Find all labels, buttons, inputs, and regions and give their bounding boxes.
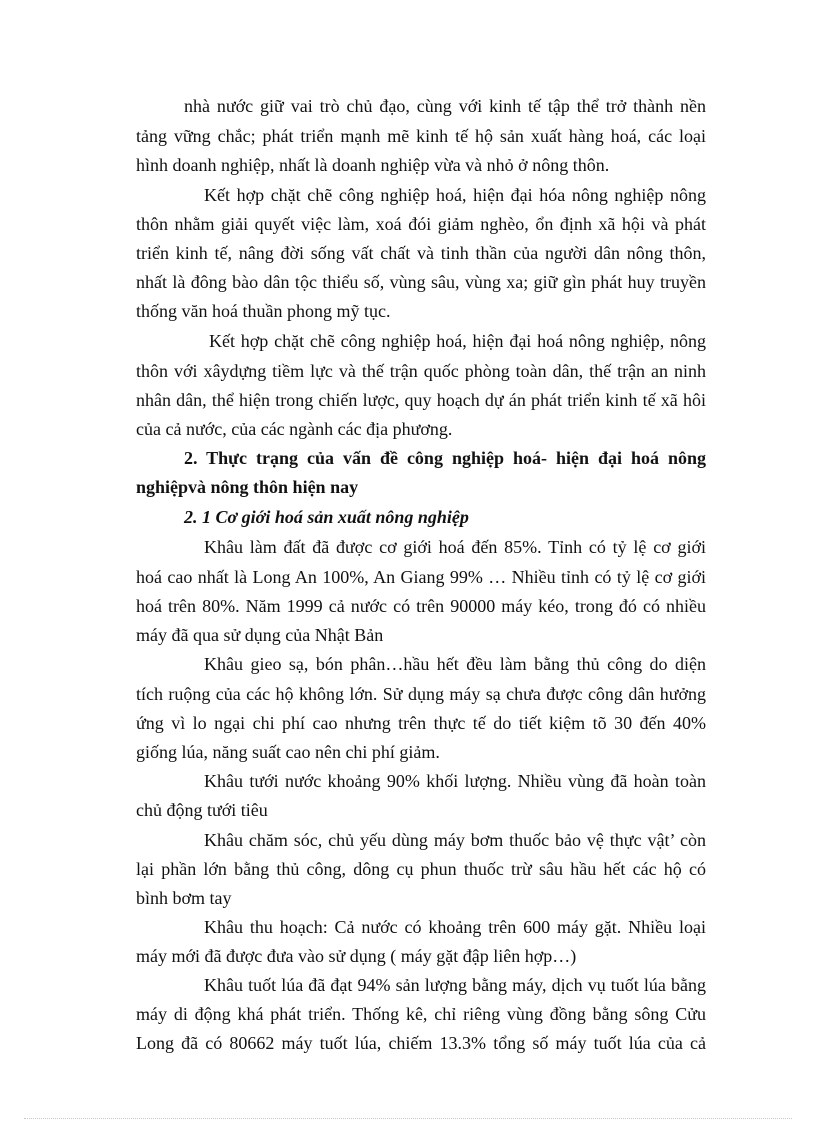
page-bottom-rule [24,1118,792,1119]
paragraph-line: máy di động khá phát triển. Thống kê, chỉ riêng vùng đồng bằng sông Cửu [136,1004,706,1024]
paragraph-line: ứng vì lo ngại chi phí cao nhưng trên thực tế do tiết kiệm tõ 30 đến 40% [136,713,706,733]
paragraph-line: nhà nước giữ vai trò chủ đạo, cùng với kinh tế tập thể trở thành nền [184,96,706,116]
paragraph-line: nhất là đông bào dân tộc thiểu số, vùng sâu, vùng xa; giữ gìn phát huy truyền [136,272,706,292]
paragraph-line: Khâu chăm sóc, chủ yếu dùng máy bơm thuốc bảo vệ thực vật’ còn [204,830,706,850]
paragraph-line: Kết hợp chặt chẽ công nghiệp hoá, hiện đại hoá nông nghiệp, nông [209,331,706,351]
section-heading: nghiệpvà nông thôn hiện nay [136,477,359,497]
paragraph-line: máy mới đã được đưa vào sử dụng ( máy gặt đập liên hợp…) [136,946,577,966]
paragraph-line: tảng vững chắc; phát triển mạnh mẽ kinh tế hộ sản xuất hàng hoá, các loại [136,126,706,146]
paragraph-line: hình doanh nghiệp, nhất là doanh nghiệp vừa và nhỏ ở nông thôn. [136,155,610,175]
paragraph-line: thống văn hoá thuần phong mỹ tục. [136,301,391,321]
paragraph-line: Khâu làm đất đã được cơ giới hoá đến 85%. Tỉnh có tỷ lệ cơ giới [204,537,706,557]
paragraph-line: nhân dân, thể hiện trong chiến lược, quy hoạch dự án phát triển kinh tế xã hôi [136,390,706,410]
paragraph-line: máy đã qua sử dụng của Nhật Bản [136,625,384,645]
paragraph-line: Kết hợp chặt chẽ công nghiệp hoá, hiện đại hóa nông nghiệp nông [204,185,706,205]
paragraph-line: Khâu gieo sạ, bón phân…hầu hết đều làm bằng thủ công do diện [204,654,706,674]
paragraph-line: Khâu tuốt lúa đã đạt 94% sản lượng bằng máy, dịch vụ tuốt lúa bằng [204,975,706,995]
paragraph-line: tích ruộng của các hộ không lớn. Sử dụng máy sạ chưa được công dân hưởng [136,684,706,704]
paragraph-line: Long đã có 80662 máy tuốt lúa, chiếm 13.3% tổng số máy tuốt lúa của cả [136,1033,706,1053]
paragraph-line: hoá trên 80%. Năm 1999 cả nước có trên 90000 máy kéo, trong đó có nhiều [136,596,706,616]
paragraph-line: thôn nhằm giải quyết việc làm, xoá đói giảm nghèo, ổn định xã hội và phát [136,214,706,234]
paragraph-line: giống lúa, năng suất cao nên chi phí giảm. [136,742,440,762]
paragraph-line: triển kinh tế, nâng đời sống vất chất và tinh thần của người dân nông thôn, [136,243,706,263]
paragraph-line: của cả nước, của các ngành các địa phương. [136,419,453,439]
paragraph-line: chủ động tưới tiêu [136,800,268,820]
paragraph-line: bình bơm tay [136,888,232,908]
paragraph-line: thôn với xâydựng tiềm lực và thế trận quốc phòng toàn dân, thế trận an ninh [136,361,706,381]
paragraph-line: lại phần lớn bằng thủ công, dông cụ phun thuốc trừ sâu hầu hết các hộ có [136,859,706,879]
paragraph-line: Khâu thu hoạch: Cả nước có khoảng trên 600 máy gặt. Nhiều loại [204,917,706,937]
subsection-heading: 2. 1 Cơ giới hoá sản xuất nông nghiệp [184,507,469,527]
section-heading: 2. Thực trạng của vấn đề công nghiệp hoá- hiện đại hoá nông [184,448,706,468]
paragraph-line: Khâu tưới nước khoảng 90% khối lượng. Nhiều vùng đã hoàn toàn [204,771,706,791]
paragraph-line: hoá cao nhất là Long An 100%, An Giang 99% … Nhiều tỉnh có tỷ lệ cơ giới [136,567,706,587]
